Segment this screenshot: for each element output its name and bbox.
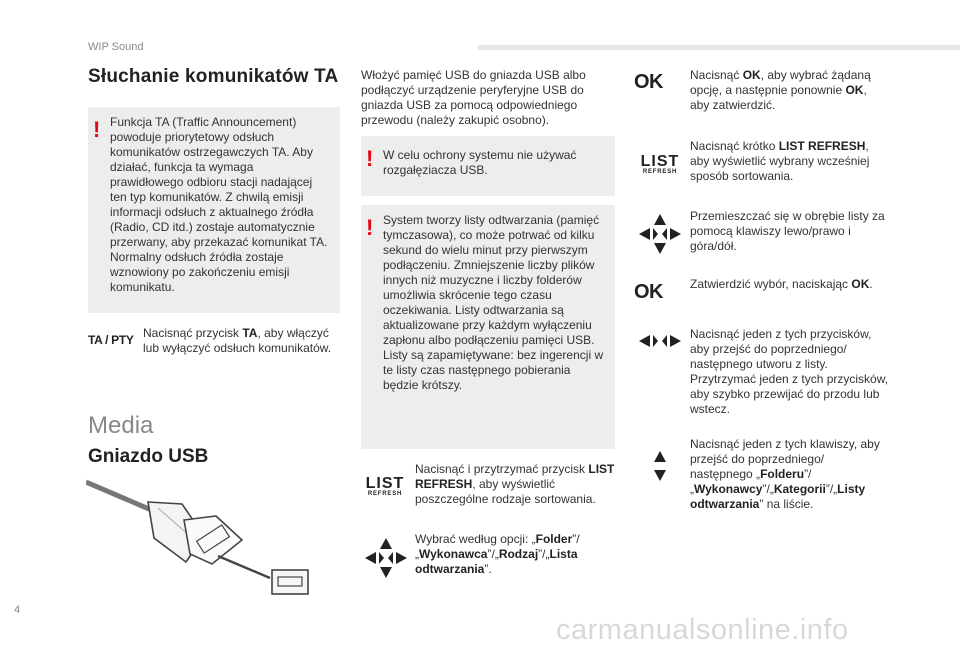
ok-icon: OK — [634, 281, 663, 303]
four-way-arrows-icon — [638, 213, 682, 255]
list-refresh-icon: LIST REFRESH — [365, 475, 405, 497]
ta-pty-icon: TA / PTY — [88, 333, 134, 347]
media-heading: Media — [88, 412, 154, 439]
warning-icon: ! — [366, 146, 374, 171]
step-ok-select: Nacisnąć OK, aby wybrać żądaną opcję, a następnie ponownie OK, aby zatwierdzić. — [690, 68, 871, 112]
usb-heading: Gniazdo USB — [88, 446, 209, 467]
ta-warning-text: Funkcja TA (Traffic Announcement) powoduje priorytetowy odsłuch komunikatów ostrzegawczych TA. Aby działać, funkcja ta wymaga prawidłowego odbioru stacji nadającej ten typ komunikatów. Z chwilą emisji informacji odsłuch z aktualnego źródła (Radio, CD itd.) zostaje automatycznie przerwany, aby przekazać komunikat TA. Normalny odsłuch źródła zostaje wznowiony po zakończeniu emisji komunikatu. — [110, 115, 328, 294]
usb-hub-warning-text: W celu ochrony systemu nie używać rozgałęziacza USB. — [383, 148, 577, 177]
section-label: WIP Sound — [88, 41, 144, 53]
page-number: 4 — [14, 604, 21, 616]
ok-icon: OK — [634, 71, 663, 93]
step-navigate-list: Przemieszczać się w obrębie listy za pomocą klawiszy lewo/prawo i góra/dół. — [690, 209, 885, 253]
step-folder-change: Nacisnąć jeden z tych klawiszy, aby przejść do poprzedniego/ następnego „Folderu”/ „Wykonawcy”/„Kategorii”/„Listy odtwarzania” na liście. — [690, 437, 880, 511]
left-right-arrows-icon — [638, 332, 682, 350]
step-list-refresh-short: Nacisnąć krótko LIST REFRESH, aby wyświetlić wybrany wcześniej sposób sortowania. — [690, 139, 870, 183]
ta-instruction: Nacisnąć przycisk TA, aby włączyć lub wyłączyć odsłuch komunikatów. — [143, 326, 332, 355]
warning-icon: ! — [366, 215, 374, 240]
four-way-arrows-icon — [364, 537, 408, 579]
list-refresh-icon: LIST REFRESH — [640, 153, 680, 175]
up-down-arrows-icon — [653, 450, 667, 482]
step-hold-list-refresh: Nacisnąć i przytrzymać przycisk LIST REFRESH, aby wyświetlić poszczególne rodzaje sortowania. — [415, 462, 615, 506]
usb-insert-text: Włożyć pamięć USB do gniazda USB albo podłączyć urządzenie peryferyjne USB do gniazda USB za pomocą odpowiedniego przewodu (należy zakupić osobno). — [361, 68, 586, 127]
step-track-change: Nacisnąć jeden z tych przycisków, aby przejść do poprzedniego/ następnego utworu z listy. Przytrzymać jeden z tych przycisków, aby szybko przewijać do przodu lub wstecz. — [690, 327, 889, 416]
step-choose-sort: Wybrać według opcji: „Folder”/„Wykonawca”/„Rodzaj”/„Lista odtwarzania”. — [415, 532, 580, 576]
ta-warning-box — [88, 107, 340, 313]
usb-hub-warning-box — [361, 136, 615, 196]
step-confirm-ok: Zatwierdzić wybór, naciskając OK. — [690, 277, 873, 291]
header-rule — [478, 45, 960, 50]
usb-plug-illustration — [86, 478, 326, 596]
warning-icon: ! — [93, 117, 101, 142]
watermark: carmanualsonline.info — [556, 614, 849, 646]
playlist-info-text: System tworzy listy odtwarzania (pamięć tymczasowa), co może potrwać od kilku sekund do wielu minut przy pierwszym podłączeniu. Zmniejszenie liczby plików innych niż muzyczne i liczby folderów umożliwia skrócenie tego czasu oczekiwania. Listy odtwarzania są aktualizowane przy każdym wyłączeniu zapłonu albo podłączeniu pamięci USB. Listy są zapamiętywane: bez ingerencji w te listy czas następnego pobierania będzie krótszy. — [383, 213, 604, 392]
page-title: Słuchanie komunikatów TA — [88, 66, 339, 87]
playlist-info-box — [361, 205, 615, 449]
